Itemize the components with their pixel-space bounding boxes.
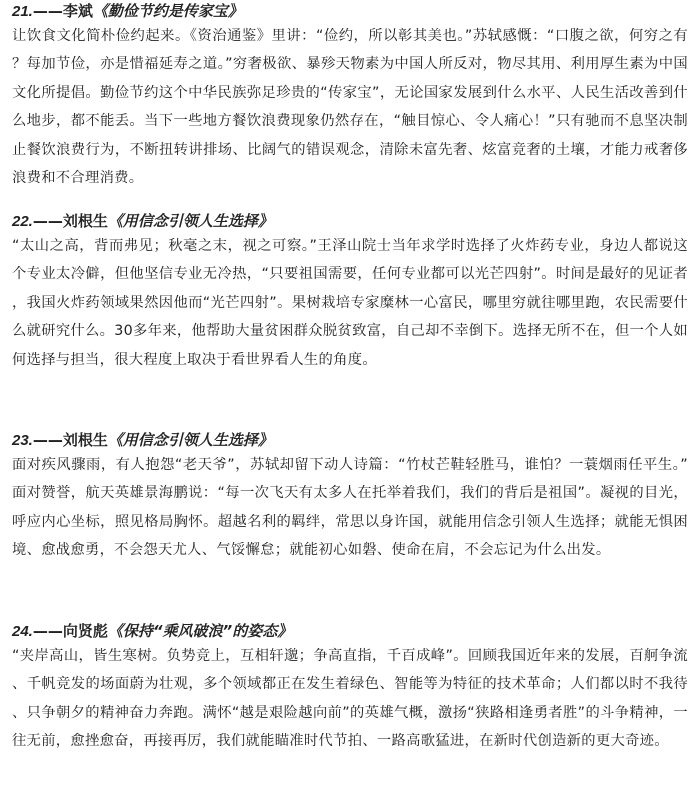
- entry-title: 《用信念引领人生选择》: [107, 431, 273, 449]
- entry-author: ——李斌: [32, 2, 93, 20]
- entry-number: 23.: [12, 432, 33, 449]
- entry-body: “太山之高，背而弗见；秋毫之末，视之可察。”王泽山院士当年求学时选择了火炸药专业，身边人都说这个专业太冷僻，但他坚信专业无冷热，“只要祖国需要，任何专业都可以光芒四射”。时间是最好的见证者，我国火炸药领域果然因他而“光芒四射”。果树栽培专家糜林一心富民，哪里穷就往哪里跑，农民需要什么就研究什么。30多年来，他帮助大量贫困群众脱贫致富，自己却不幸倒下。选择无所不在，但一个人如何选择与担当，很大程度上取决于看世界看人生的角度。: [12, 238, 688, 368]
- entry-heading: [12, 210, 688, 232]
- entry-22: [12, 210, 688, 374]
- entry-title: 《用信念引领人生选择》: [107, 212, 273, 230]
- entry-21: [12, 0, 688, 192]
- entry-body: 让饮食文化简朴俭约起来。《资治通鉴》里讲：“俭约，所以彰其美也。”苏轼感慨：“口腹之欲，何穷之有？每加节俭，亦是惜福延寿之道。”穷奢极欲、暴殄天物素为中国人所反对，物尽其用、利用厚生素为中国文化所提倡。勤俭节约这个中华民族弥足珍贵的“传家宝”，无论国家发展到什么水平、人民生活改善到什么地步，都不能丢。当下一些地方餐饮浪费现象仍然存在，“触目惊心、令人痛心！”只有驰而不息坚决制止餐饮浪费行为，不断扭转讲排场、比阔气的错误观念，清除未富先奢、炫富竞奢的土壤，才能力戒奢侈浪费和不合理消费。: [12, 28, 688, 187]
- entry-number: 24.: [12, 623, 33, 640]
- entry-author: ——向贤彪: [32, 622, 108, 640]
- entry-heading: [12, 0, 688, 22]
- entry-heading: [12, 429, 688, 451]
- entry-author: ——刘根生: [32, 212, 108, 230]
- entry-title: 《勤俭节约是传家宝》: [92, 2, 243, 20]
- entry-number: 21.: [12, 3, 33, 20]
- entry-heading: [12, 620, 688, 642]
- entry-title: 《保持“乘风破浪”的姿态》: [107, 622, 293, 640]
- entry-23: [12, 429, 688, 565]
- entry-body: 面对疾风骤雨，有人抱怨“老天爷”，苏轼却留下动人诗篇：“竹杖芒鞋轻胜马，谁怕？一蓑烟雨任平生。”面对赞誉，航天英雄景海鹏说：“每一次飞天有太多人在托举着我们，我们的背后是祖国”。凝视的目光，呼应内心坐标，照见格局胸怀。超越名利的羁绊，常思以身许国，就能用信念引领人生选择；就能无惧困境、愈战愈勇，不会怨天尤人、气馁懈怠；就能初心如磐、使命在肩，不会忘记为什么出发。: [12, 457, 688, 559]
- entry-author: ——刘根生: [32, 431, 108, 449]
- entry-body: “夹岸高山，皆生寒树。负势竞上，互相轩邈；争高直指，千百成峰”。回顾我国近年来的发展，百舸争流、千帆竞发的场面蔚为壮观，多个领域都正在发生着绿色、智能等为特征的技术革命；人们都以时不我待、只争朝夕的精神奋力奔跑。满怀“越是艰险越向前”的英雄气概，激扬“狭路相逢勇者胜”的斗争精神，一往无前，愈挫愈奋，再接再厉，我们就能瞄准时代节拍、一路高歌猛进，在新时代创造新的更大奇迹。: [12, 648, 688, 750]
- entry-number: 22.: [12, 213, 33, 230]
- entry-24: [12, 620, 688, 756]
